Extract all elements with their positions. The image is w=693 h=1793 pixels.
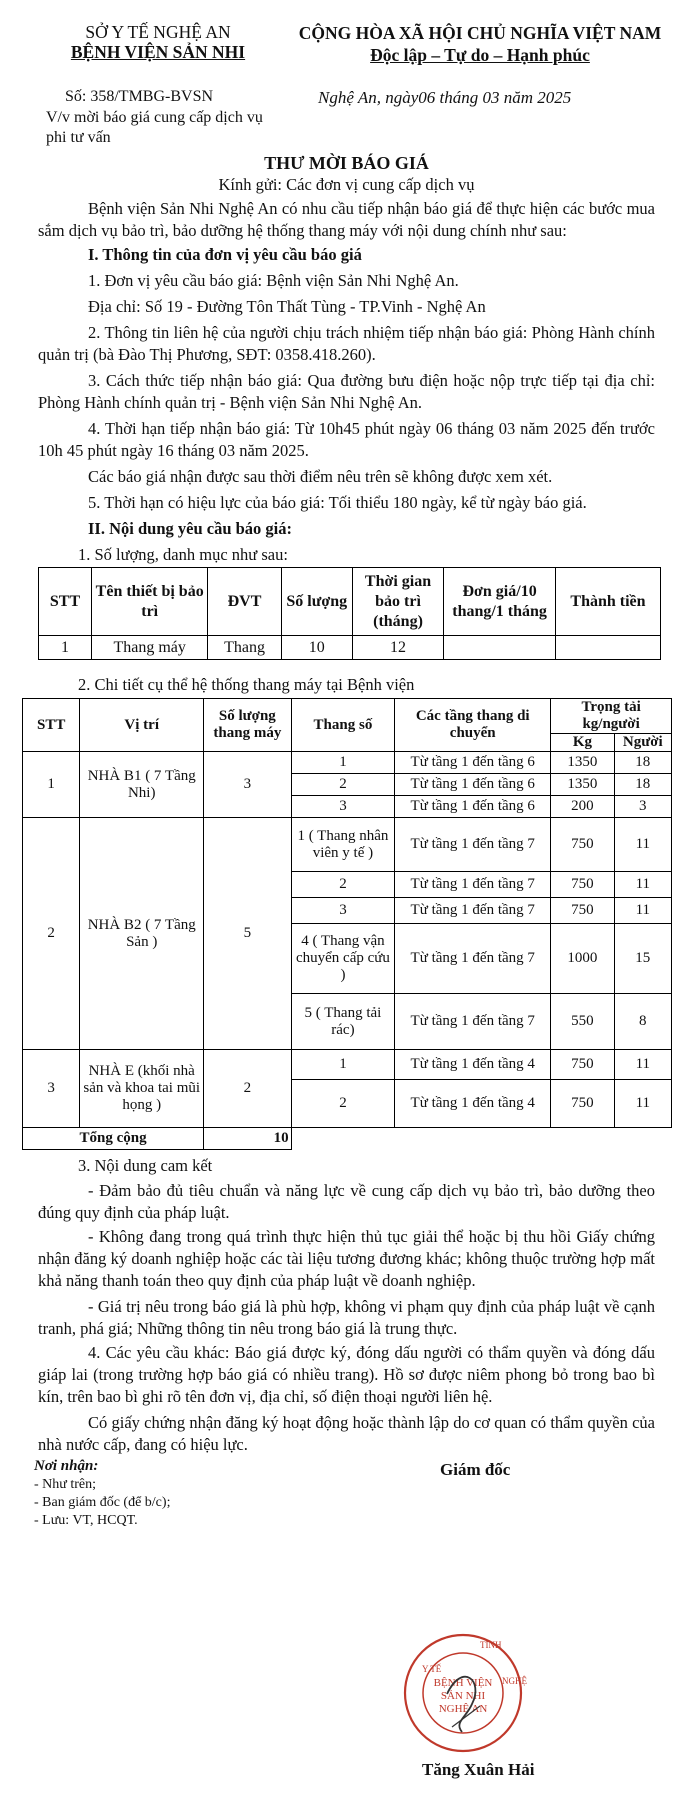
- table-cell: Từ tầng 1 đến tầng 7: [395, 898, 551, 924]
- table-cell: 15: [614, 924, 671, 994]
- subsection-2-heading: 2. Chi tiết cụ thể hệ thống thang máy tại Bệnh viện: [78, 675, 415, 694]
- table-cell: 1 ( Thang nhân viên y tế ): [291, 818, 395, 872]
- signer-role: Giám đốc: [440, 1460, 511, 1479]
- table-cell: NHÀ B2 ( 7 Tầng Sản ): [80, 818, 204, 1050]
- table-cell: Từ tầng 1 đến tầng 6: [395, 774, 551, 796]
- table-cell: 1: [23, 752, 80, 818]
- table-cell: 4 ( Thang vận chuyển cấp cứu ): [291, 924, 395, 994]
- svg-text:BỆNH VIỆN: BỆNH VIỆN: [433, 1677, 493, 1689]
- closing-paragraph: Có giấy chứng nhận đăng ký hoạt động hoặc thành lập do cơ quan có thẩm quyền của nhà nước cấp, đang có hiệu lực.: [38, 1413, 655, 1454]
- table-cell: NHÀ E (khối nhà sản và khoa tai mũi họng ): [80, 1050, 204, 1128]
- col-header: Đơn giá/10 thang/1 tháng: [444, 568, 556, 636]
- table-cell: 2: [291, 872, 395, 898]
- service-table: [38, 567, 661, 660]
- table-cell: 1: [291, 752, 395, 774]
- table-cell: 11: [614, 1080, 671, 1128]
- issuer-block: [38, 22, 278, 62]
- table-cell: 8: [614, 994, 671, 1050]
- table-header-row: [39, 568, 661, 636]
- info-item: Các báo giá nhận được sau thời điểm nêu trên sẽ không được xem xét.: [88, 467, 553, 486]
- table-cell: [555, 636, 660, 660]
- nation-name: CỘNG HÒA XÃ HỘI CHỦ NGHĨA VIỆT NAM: [298, 23, 662, 43]
- place-date: Nghệ An, ngày06 tháng 03 năm 2025: [318, 88, 572, 107]
- ministry-name: SỞ Y TẾ NGHỆ AN: [85, 22, 231, 42]
- info-item: 3. Cách thức tiếp nhận báo giá: Qua đường bưu điện hoặc nộp trực tiếp tại địa chỉ: Phòng Hành chính quản trị - Bệnh viện Sản Nhi Nghệ An.: [38, 371, 655, 412]
- table-cell: 750: [551, 898, 614, 924]
- table-cell: 11: [614, 898, 671, 924]
- section-1-heading: I. Thông tin của đơn vị yêu cầu báo giá: [88, 245, 362, 264]
- intro-paragraph: Bệnh viện Sản Nhi Nghệ An có nhu cầu tiếp nhận báo giá để thực hiện các bước mua sắm dịch vụ bảo trì, bảo dưỡng hệ thống thang máy với nội dung chính như sau:: [38, 199, 655, 240]
- recipient-item: - Ban giám đốc (để b/c);: [34, 1495, 171, 1510]
- table-cell: 1350: [551, 752, 614, 774]
- table-cell: 2: [291, 1080, 395, 1128]
- table-cell: 5 ( Thang tải rác): [291, 994, 395, 1050]
- table-cell: 5: [204, 818, 292, 1050]
- table-cell: 1: [39, 636, 92, 660]
- stamp-seal: [402, 1632, 527, 1754]
- document-number: Số: 358/TMBG-BVSN: [65, 88, 214, 105]
- table-cell: 550: [551, 994, 614, 1050]
- table-cell: 750: [551, 818, 614, 872]
- recipient-item: - Như trên;: [34, 1477, 97, 1492]
- table-cell: 750: [551, 1080, 614, 1128]
- total-label: Tổng cộng: [23, 1128, 204, 1150]
- info-item: 4. Thời hạn tiếp nhận báo giá: Từ 10h45 phút ngày 06 tháng 03 năm 2025 đến trước 10h 45 phút ngày 16 tháng 03 năm 2025.: [38, 419, 655, 460]
- nation-motto: Độc lập – Tự do – Hạnh phúc: [370, 45, 590, 65]
- table-cell: 2: [23, 818, 80, 1050]
- section-2-heading: II. Nội dung yêu cầu báo giá:: [88, 519, 293, 538]
- table-cell: Thang máy: [92, 636, 208, 660]
- table-cell: Từ tầng 1 đến tầng 4: [395, 1080, 551, 1128]
- table-cell: 11: [614, 1050, 671, 1080]
- info-item: 1. Đơn vị yêu cầu báo giá: Bệnh viện Sản Nhi Nghệ An.: [88, 271, 459, 290]
- table-cell: 18: [614, 774, 671, 796]
- info-item: 2. Thông tin liên hệ của người chịu trách nhiệm tiếp nhận báo giá: Phòng Hành chính quản trị (bà Đào Thị Phương, SĐT: 0358.418.260).: [38, 323, 655, 364]
- table-cell: Từ tầng 1 đến tầng 6: [395, 796, 551, 818]
- col-header: Số lượng thang máy: [204, 699, 292, 752]
- commitment-item: - Giá trị nêu trong báo giá là phù hợp, không vi phạm quy định của pháp luật về cạnh tranh, phá giá; Những thông tin nêu trong báo giá là trung thực.: [38, 1297, 655, 1338]
- col-header: Các tầng thang di chuyển: [395, 699, 551, 752]
- svg-text:SẢN NHI: SẢN NHI: [440, 1690, 486, 1702]
- info-item: 5. Thời hạn có hiệu lực của báo giá: Tối thiểu 180 ngày, kể từ ngày báo giá.: [88, 493, 587, 512]
- table-cell: 1: [291, 1050, 395, 1080]
- col-header: Trọng tải kg/người: [551, 699, 672, 734]
- signer-name: Tăng Xuân Hải: [422, 1760, 535, 1779]
- col-header: ĐVT: [208, 568, 281, 636]
- info-item: Địa chỉ: Số 19 - Đường Tôn Thất Tùng - TP.Vinh - Nghệ An: [88, 297, 486, 316]
- table-cell: 18: [614, 752, 671, 774]
- table-cell: 3: [291, 898, 395, 924]
- other-requirements: 4. Các yêu cầu khác: Báo giá được ký, đóng dấu người có thẩm quyền và đóng dấu giáp lai (trong trường hợp báo giá có nhiều trang). Hồ sơ được niêm phong bỏ trong bao bì kín, trên bao bì ghi rõ tên đơn vị, địa chỉ, số điện thoại người liên hệ.: [38, 1343, 655, 1406]
- commitment-item: - Đảm bảo đủ tiêu chuẩn và năng lực về cung cấp dịch vụ bảo trì, bảo dưỡng theo đúng quy định của pháp luật.: [38, 1181, 655, 1222]
- table-header-row: [23, 699, 672, 734]
- table-row: [23, 818, 672, 872]
- table-row: [23, 752, 672, 774]
- table-cell: Từ tầng 1 đến tầng 7: [395, 924, 551, 994]
- table-cell: [444, 636, 556, 660]
- table-cell: 3: [204, 752, 292, 818]
- svg-text:NGHỆ AN: NGHỆ AN: [438, 1703, 488, 1715]
- table-cell: 11: [614, 872, 671, 898]
- col-header: Kg: [551, 734, 614, 752]
- table-cell: 750: [551, 1050, 614, 1080]
- table-cell: 3: [614, 796, 671, 818]
- commitment-item: - Không đang trong quá trình thực hiện thủ tục giải thể hoặc bị thu hồi Giấy chứng nhận đăng ký doanh nghiệp hoặc các tài liệu tương đương khác; không thuộc trường hợp mất khả năng thanh toán theo quy định của pháp luật về doanh nghiệp.: [38, 1227, 655, 1290]
- table-row: [23, 1050, 672, 1080]
- table-cell: NHÀ B1 ( 7 Tầng Nhi): [80, 752, 204, 818]
- col-header: STT: [23, 699, 80, 752]
- table-cell: 11: [614, 818, 671, 872]
- table-cell: 3: [291, 796, 395, 818]
- table-cell: 12: [352, 636, 443, 660]
- table-cell: Từ tầng 1 đến tầng 7: [395, 872, 551, 898]
- document-subject: V/v mời báo giá cung cấp dịch vụ phi tư vấn: [46, 109, 263, 146]
- table-cell: 200: [551, 796, 614, 818]
- table-row: [39, 636, 661, 660]
- table-total-row: [23, 1128, 672, 1150]
- table-cell: Từ tầng 1 đến tầng 7: [395, 994, 551, 1050]
- document-title: THƯ MỜI BÁO GIÁ: [264, 153, 429, 173]
- col-header: Thang số: [291, 699, 395, 752]
- col-header: Tên thiết bị bảo trì: [92, 568, 208, 636]
- table-cell: 2: [204, 1050, 292, 1128]
- col-header: Vị trí: [80, 699, 204, 752]
- table-cell: 10: [281, 636, 352, 660]
- col-header: Số lượng: [281, 568, 352, 636]
- table-cell: Từ tầng 1 đến tầng 4: [395, 1050, 551, 1080]
- svg-text:NGHỆ: NGHỆ: [502, 1676, 527, 1686]
- col-header: STT: [39, 568, 92, 636]
- table-cell: Từ tầng 1 đến tầng 7: [395, 818, 551, 872]
- table-cell: 1350: [551, 774, 614, 796]
- official-stamp: [402, 1632, 527, 1754]
- table-cell: Từ tầng 1 đến tầng 6: [395, 752, 551, 774]
- svg-text:Y TẾ: Y TẾ: [422, 1664, 442, 1674]
- recipients-label: Nơi nhận:: [34, 1458, 99, 1474]
- table-cell: 1000: [551, 924, 614, 994]
- subsection-1-heading: 1. Số lượng, danh mục như sau:: [78, 545, 288, 564]
- hospital-name: BỆNH VIỆN SẢN NHI: [70, 42, 246, 62]
- table-cell: 750: [551, 872, 614, 898]
- elevator-table: [22, 698, 672, 1150]
- recipient-item: - Lưu: VT, HCQT.: [34, 1513, 138, 1528]
- col-header: Người: [614, 734, 671, 752]
- table-cell: 2: [291, 774, 395, 796]
- col-header: Thời gian bảo trì (tháng): [352, 568, 443, 636]
- col-header: Thành tiền: [555, 568, 660, 636]
- table-cell: Thang: [208, 636, 281, 660]
- table-cell: 3: [23, 1050, 80, 1128]
- greeting: Kính gửi: Các đơn vị cung cấp dịch vụ: [218, 175, 475, 194]
- total-value: 10: [204, 1128, 292, 1150]
- svg-text:TỈNH: TỈNH: [480, 1640, 502, 1650]
- subsection-3-heading: 3. Nội dung cam kết: [78, 1156, 213, 1175]
- nation-block: [270, 22, 690, 66]
